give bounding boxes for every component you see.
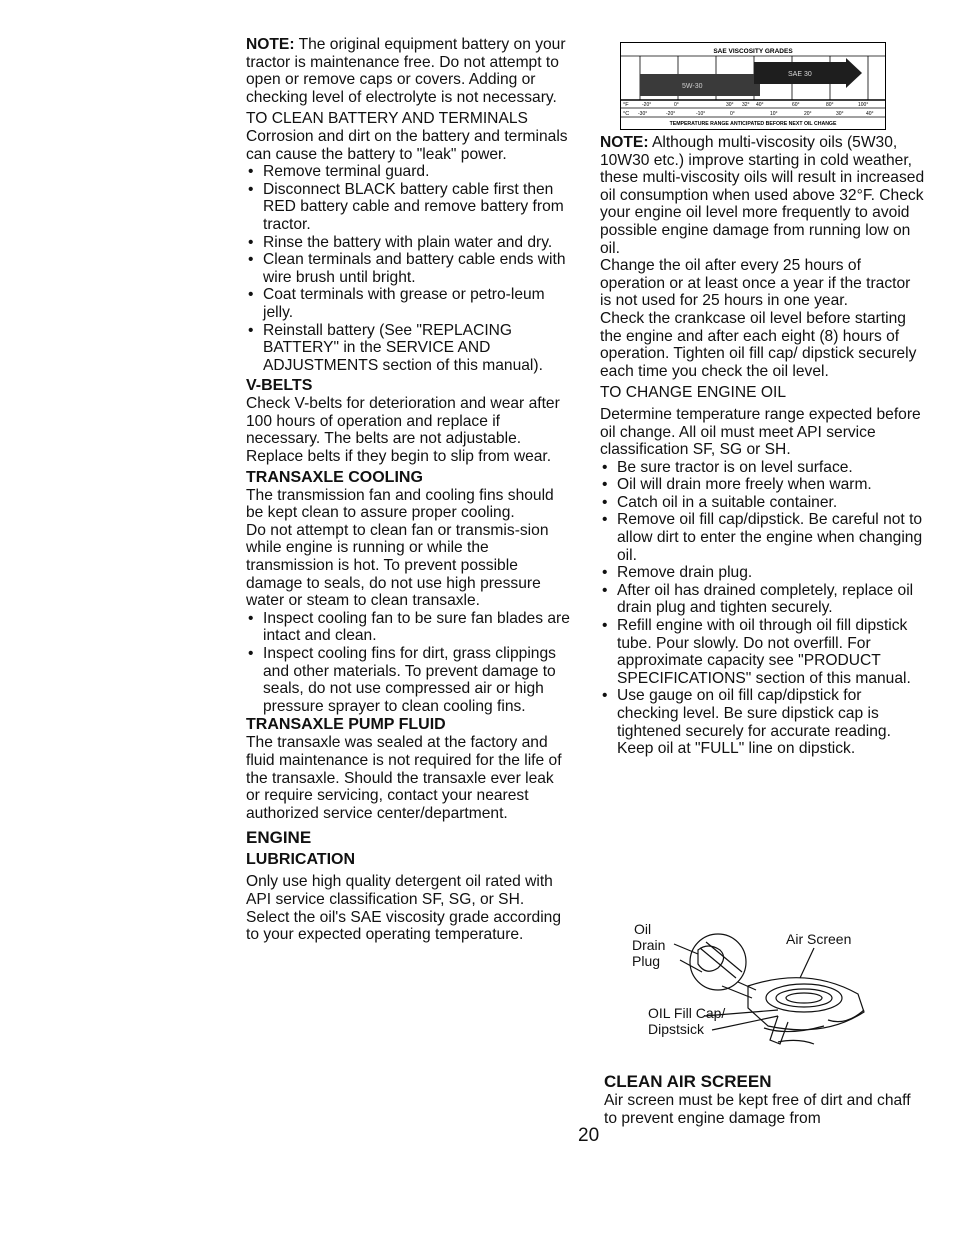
list-item: • Inspect cooling fins for dirt, grass clippings and other materials. To prevent damage to seals, do not use compressed air or high pressure sprayer to clean cooling fins. <box>246 645 570 715</box>
c-unit: °C <box>623 111 630 117</box>
c-tick: 10° <box>770 111 778 117</box>
battery-heading: TO CLEAN BATTERY AND TERMINALS <box>246 110 528 128</box>
battery-intro: Corrosion and dirt on the battery and terminals can cause the battery to "leak" power. <box>246 127 568 163</box>
c-tick: -10° <box>696 111 706 117</box>
right-column <box>600 134 925 758</box>
engine-body <box>748 978 864 1030</box>
note-label: NOTE: <box>246 36 295 53</box>
list-item: • Inspect cooling fan to be sure fan blades are intact and clean. <box>246 610 570 645</box>
c-tick: 40° <box>866 111 874 117</box>
f-tick: 60° <box>792 102 800 108</box>
engine-figure <box>628 920 928 1060</box>
list-item: • Coat terminals with grease or petro-leum jelly. <box>246 286 570 321</box>
list-item: • Remove drain plug. <box>600 564 925 582</box>
f-tick: 40° <box>756 102 764 108</box>
pump-heading: TRANSAXLE PUMP FLUID <box>246 716 446 734</box>
f-tick: 80° <box>826 102 834 108</box>
list-item: • Reinstall battery (See "REPLACING BATTERY" in the SERVICE AND ADJUSTMENTS section of this manual). <box>246 322 570 375</box>
c-tick: 0° <box>730 111 735 117</box>
lubrication-heading: LUBRICATION <box>246 851 356 869</box>
cooling-text-1: The transmission fan and cooling fins should be kept clean to assure proper cooling. <box>246 486 554 522</box>
list-item: • After oil has drained completely, replace oil drain plug and tighten securely. <box>600 582 925 617</box>
f-tick: 30° <box>726 102 734 108</box>
list-item: • Rinse the battery with plain water and dry. <box>246 234 570 252</box>
f-tick: 0° <box>674 102 679 108</box>
f-tick: -20° <box>642 102 652 108</box>
engine-drawing <box>628 920 928 1060</box>
cap-label-1: OIL Fill Cap/ <box>648 1005 726 1021</box>
list-item: • Catch oil in a suitable container. <box>600 494 925 512</box>
clean-air-screen-section <box>604 1072 924 1127</box>
check-text: Check the crankcase oil level before starting the engine and after each eight (8) hours of operation. Tighten oil fill cap/ dipstick securely each time you check the oil level. <box>600 309 917 380</box>
band-5w30-label: 5W-30 <box>682 83 703 90</box>
cooling-heading: TRANSAXLE COOLING <box>246 468 423 486</box>
c-tick: -30° <box>638 111 648 117</box>
band-sae30-label: SAE 30 <box>788 71 812 78</box>
list-item: • Use gauge on oil fill cap/dipstick for checking level. Be sure dipstick cap is tightened securely for accurate reading. Keep oil at "FULL" line on dipstick. <box>600 687 925 757</box>
list-item: • Disconnect BLACK battery cable first then RED battery cable and remove battery from tractor. <box>246 181 570 234</box>
vbelts-text: Check V-belts for deterioration and wear after 100 hours of operation and replace if necessary. The belts are not adjustable. Replace belts if they begin to slip from wear. <box>246 395 560 466</box>
engine-heading: ENGINE <box>246 828 312 848</box>
list-item: • Clean terminals and battery cable ends with wire brush until bright. <box>246 251 570 286</box>
battery-steps <box>246 163 570 374</box>
clean-heading: CLEAN AIR SCREEN <box>604 1072 772 1091</box>
drain-label-1: Oil <box>634 921 652 937</box>
change-intro: Determine temperature range expected before oil change. All oil must meet API service classification SF, SG or SH. <box>600 405 921 459</box>
air-screen <box>766 984 842 1012</box>
note-text: Although multi-viscosity oils (5W30, 10W30 etc.) improve starting in cold weather, these multi-viscosity oils will result in increased oil consumption when used above 32°F. Check your engine oil level more frequently to avoid possible engine damage from running low on oil. <box>600 134 925 257</box>
list-item: • Remove terminal guard. <box>246 163 570 181</box>
lubrication-text: Only use high quality detergent oil rated with API service classification SF, SG, or SH. Select the oil's SAE viscosity grade according to your expected operating temperature. <box>246 873 562 944</box>
change-heading: TO CHANGE ENGINE OIL <box>600 384 787 402</box>
change-steps <box>600 459 925 758</box>
drain-label-3: Plug <box>632 953 661 969</box>
drain-label-2: Drain <box>632 937 666 953</box>
list-item: • Refill engine with oil through oil fill dipstick tube. Pour slowly. Do not overfill. For approximate capacity see "PRODUCT SPECIFICATIONS" section of this manual. <box>600 617 925 687</box>
vbelts-heading: V-BELTS <box>246 377 313 395</box>
list-item: • Oil will drain more freely when warm. <box>600 476 925 494</box>
clean-text: Air screen must be kept free of dirt and chaff to prevent engine damage from <box>604 1092 911 1127</box>
c-tick: 20° <box>804 111 812 117</box>
battery-note <box>246 36 570 106</box>
chart-title: SAE VISCOSITY GRADES <box>713 48 793 55</box>
note-text: The original equipment battery on your tractor is maintenance free. Do not attempt to open or remove caps or covers. Adding or checking level of electrolyte is not necessary. <box>246 36 566 106</box>
cooling-text-2: Do not attempt to clean fan or transmis-sion while engine is running or while the transmission is hot. To prevent possible damage to seals, do not use high pressure water or steam to clean transaxle. <box>246 521 549 610</box>
c-tick: -20° <box>666 111 676 117</box>
screen-label: Air Screen <box>786 931 852 947</box>
list-item: • Remove oil fill cap/dipstick. Be careful not to allow dirt to enter the engine when changing oil. <box>600 511 925 564</box>
c-tick: 30° <box>836 111 844 117</box>
f-tick: 32° <box>742 102 750 108</box>
cap-label-2: Dipstsick <box>648 1021 705 1037</box>
f-tick: 100° <box>858 102 869 108</box>
note-label: NOTE: <box>600 134 649 151</box>
list-item: • Be sure tractor is on level surface. <box>600 459 925 477</box>
page-number: 20 <box>578 1125 600 1146</box>
chart-footer: TEMPERATURE RANGE ANTICIPATED BEFORE NEXT OIL CHANGE <box>669 121 837 127</box>
pump-text: The transaxle was sealed at the factory and fluid maintenance is not required for the life of the transaxle. Should the transaxle ever leak or require servicing, contact your nearest authorized service center/department. <box>246 734 562 822</box>
cooling-steps <box>246 610 570 716</box>
change-interval: Change the oil after every 25 hours of operation or at least once a year if the tractor is not used for 25 hours in one year. <box>600 257 911 310</box>
viscosity-chart <box>620 42 886 130</box>
left-column <box>246 36 570 944</box>
f-unit: °F <box>623 102 629 108</box>
multi-viscosity-note <box>600 134 925 257</box>
